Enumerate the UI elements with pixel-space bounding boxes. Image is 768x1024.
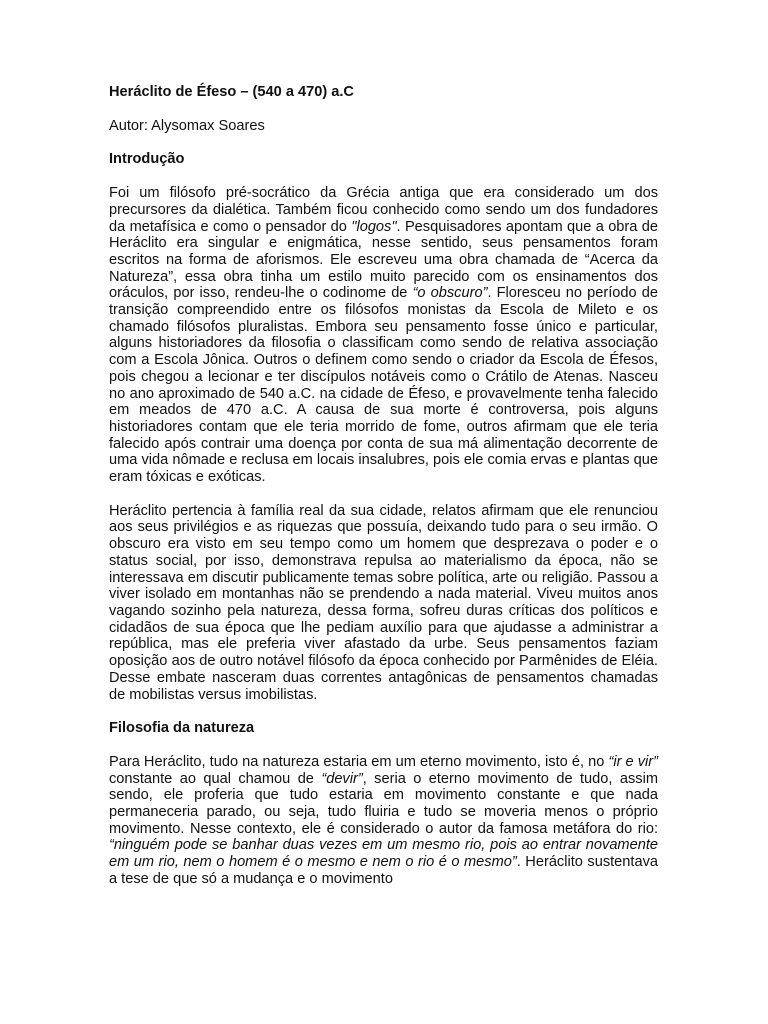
document-page [109,84,658,905]
document-title: Heráclito de Éfeso – (540 a 470) a.C [109,84,354,100]
text-run: Heráclito pertencia à família real da sua cidade, relatos afirmam que ele renunciou aos seus privilégios e as riquezas que possuía, deixando tudo para o seu irmão. O obscuro era visto em seu tempo como um homem que desprezava o poder e o status social, por isso, demonstrava repulsa ao materialismo da época, não se interessava em discutir publicamente temas sobre política, arte ou religião. Passou a viver isolado em montanhas não se prendendo a nada material. Viveu muitos anos vagando sozinho pela natureza, dessa forma, sofreu duras críticas dos políticos e cidadãos de sua época que lhe pediam auxílio para que ajudasse a administrar a república, mas ele preferia viver afastado da urbe. Seus pensamentos faziam oposição aos de outro notável filósofo da época conhecido por Parmênides de Eléia. Desse embate nasceram duas correntes antagônicas de pensamentos chamadas de mobilistas versus imobilistas. [109,502,658,703]
text-run: constante ao qual chamou de [109,770,322,787]
paragraph [109,185,658,486]
section-heading-introducao: Introdução [109,151,185,168]
text-run: . Pesquisadores apontam que a obra de Heráclito era singular e enigmática, nesse sentido, seus pensamentos foram escritos na forma de aforismos. Ele escreveu uma obra chamada de “Acerca da Natureza”, essa obra tinha um estilo muito parecido com os ensinamentos dos oráculos, por isso, rendeu-lhe o codinome de [109,218,658,302]
paragraph [109,754,658,888]
text-run: Foi um filósofo pré-socrático da Grécia antiga que era considerado um dos precursores da dialética. Também ficou conhecido como sendo um dos fundadores da metafísica e como o pensador do [109,185,658,235]
text-run: Para Heráclito, tudo na natureza estaria em um eterno movimento, isto é, no [109,753,609,770]
italic-text: “o obscuro” [412,285,488,302]
text-run: , seria o eterno movimento de tudo, assim sendo, ele proferia que tudo estaria em movimento constante e que nada permaneceria parado, ou seja, tudo fluiria e tudo se moveria menos o próprio movimento. Nesse contexto, ele é considerado o autor da famosa metáfora do rio: [109,770,658,837]
italic-text: “devir” [321,770,363,787]
italic-text: "logos" [351,218,397,235]
italic-text: “ninguém pode se banhar duas vezes em um mesmo rio, pois ao entrar novamente em um rio, nem o homem é o mesmo e nem o rio é o mesmo” [109,837,658,871]
paragraph [109,503,658,703]
section-heading-filosofia-da-natureza: Filosofia da natureza [109,720,255,737]
author-line: Autor: Alysomax Soares [109,117,265,134]
text-run: . Heráclito sustentava a tese de que só a mudança e o movimento [109,854,658,887]
text-run: . Floresceu no período de transição compreendido entre os filósofos monistas da Escola de Mileto e os chamado filósofos pluralistas. Embora seu pensamento fosse único e particular, alguns historiadores da filosofia o classificam como sendo de relativa associação com a Escola Jônica. Outros o definem como sendo o criador da Escola de Éfesos, pois chegou a lecionar e ter discípulos notáveis como o Crátilo de Atenas. Nasceu no ano aproximado de 540 a.C. na cidade de Éfeso, e provavelmente tenha falecido em meados de 470 a.C. A causa de sua morte é controversa, pois alguns historiadores contam que ele teria morrido de fome, outros afirmam que ele teria falecido após contrair uma doença por conta de sua má alimentação decorrente de uma vida nômade e reclusa em locais insalubres, pois ele comia ervas e plantas que eram tóxicas e exóticas. [109,285,659,486]
italic-text: “ir e vir” [608,753,659,770]
